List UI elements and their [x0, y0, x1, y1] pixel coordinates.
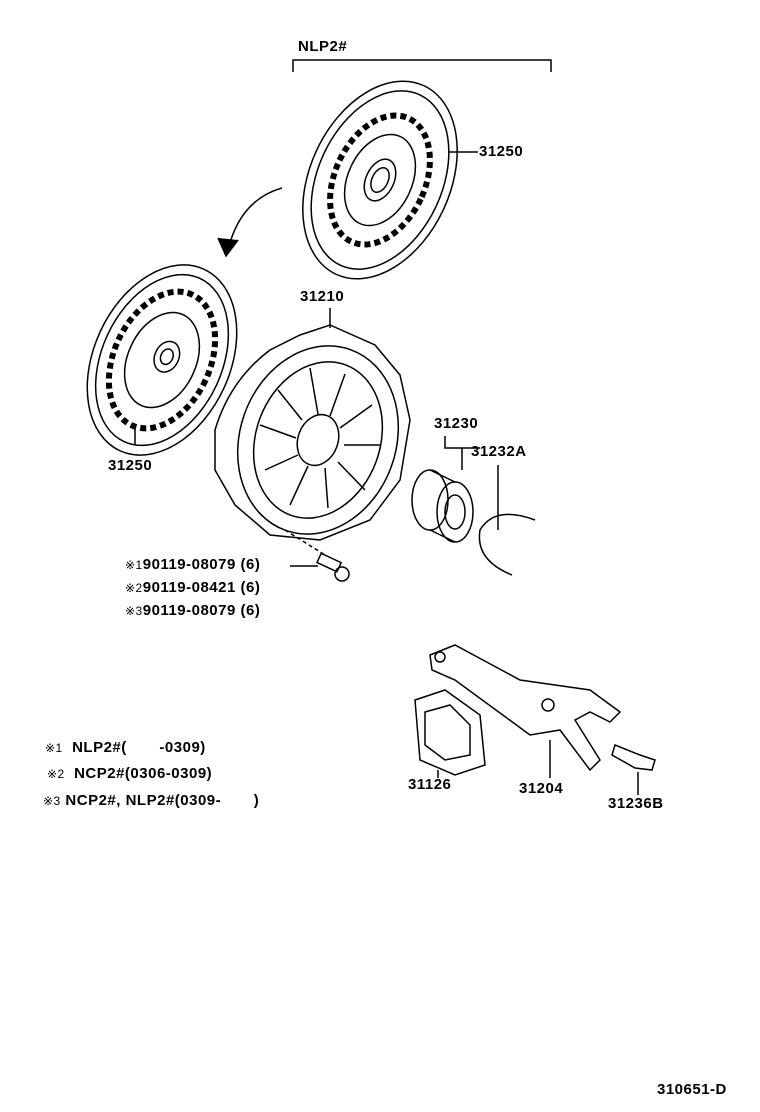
- bolt-item[interactable]: ※190119-08079 (6): [125, 556, 261, 573]
- bearing-clip: [479, 514, 535, 575]
- bolt-item[interactable]: ※290119-08421 (6): [125, 579, 261, 596]
- clutch-cover: [212, 323, 424, 557]
- release-bearing: [412, 470, 473, 542]
- bolt-item[interactable]: ※390119-08079 (6): [125, 602, 261, 619]
- note-item: ※2 NCP2#(0306-0309): [47, 765, 213, 782]
- part-callout-31230[interactable]: 31230: [434, 415, 479, 432]
- part-callout-31232A[interactable]: 31232A: [471, 443, 527, 460]
- note-item: ※1 NLP2#( -0309): [45, 739, 206, 756]
- pivot: [612, 745, 655, 770]
- release-fork: [430, 645, 620, 770]
- note-item: ※3 NCP2#, NLP2#(0309- ): [43, 792, 260, 809]
- part-callout-31204[interactable]: 31204: [519, 780, 564, 797]
- part-callout-31250-top[interactable]: 31250: [479, 143, 524, 160]
- boot: [415, 690, 485, 775]
- figure-id: 310651-D: [657, 1081, 727, 1098]
- part-callout-31210[interactable]: 31210: [300, 288, 345, 305]
- group-bracket: [293, 60, 551, 72]
- part-callout-31126[interactable]: 31126: [408, 776, 452, 793]
- clutch-disc-top: [273, 56, 488, 304]
- part-callout-31236B[interactable]: 31236B: [608, 795, 664, 812]
- group-label: NLP2#: [298, 38, 348, 55]
- part-callout-31250-lower[interactable]: 31250: [108, 457, 153, 474]
- clutch-disc-lower: [58, 241, 266, 480]
- bolt-icon: [317, 553, 349, 581]
